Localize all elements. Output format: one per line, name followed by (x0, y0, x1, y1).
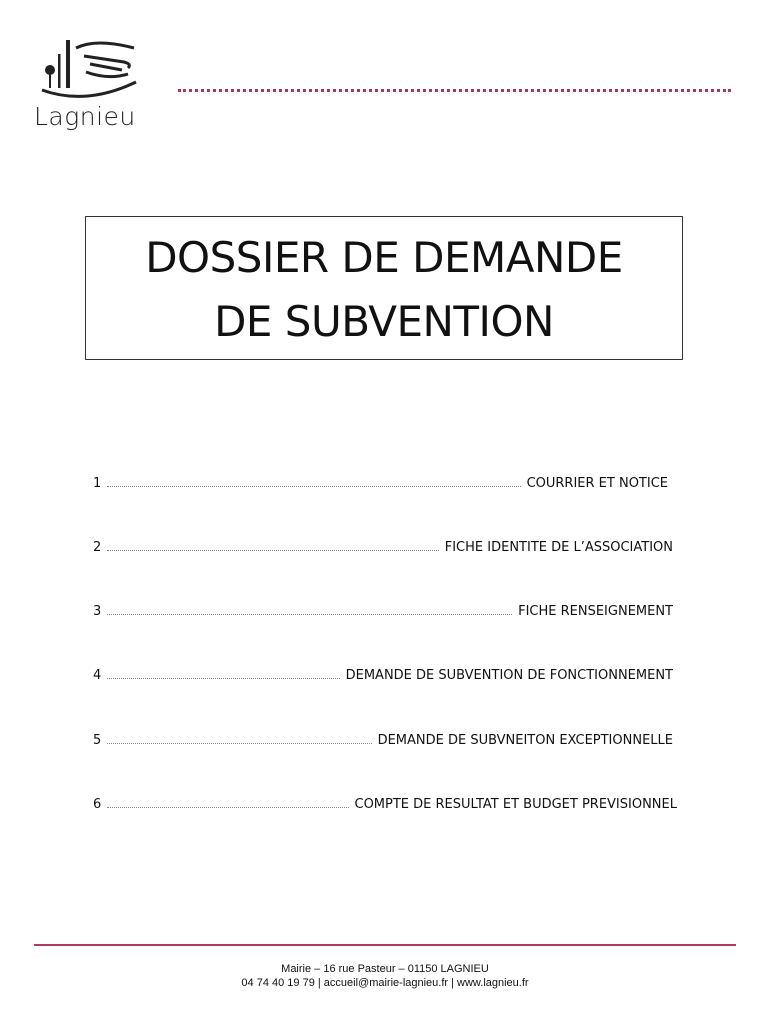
title-box (85, 216, 683, 360)
toc-number: 4 (93, 668, 102, 683)
toc-item-4 (93, 668, 673, 692)
footer (0, 962, 770, 990)
title-line-1: DOSSIER DE DEMANDE (145, 233, 623, 282)
lagnieu-logo (30, 34, 140, 134)
toc-leader (107, 540, 439, 551)
toc-number: 6 (93, 797, 102, 812)
town-emblem-icon (36, 34, 146, 106)
toc-item-6 (93, 797, 677, 821)
footer-address: Mairie – 16 rue Pasteur – 01150 LAGNIEU (281, 963, 489, 975)
toc-leader (107, 797, 349, 808)
toc-leader (107, 668, 340, 679)
toc-label: FICHE IDENTITE DE L’ASSOCIATION (444, 540, 673, 555)
toc-item-5 (93, 733, 673, 757)
footer-divider (34, 944, 736, 946)
footer-contact: 04 74 40 19 79 | accueil@mairie-lagnieu.fr | www.lagnieu.fr (241, 977, 529, 989)
toc-number: 3 (93, 604, 102, 619)
toc-leader (107, 733, 372, 744)
toc-number: 2 (93, 540, 102, 555)
toc-number: 1 (93, 476, 102, 491)
toc-label: COMPTE DE RESULTAT ET BUDGET PREVISIONNEL (354, 797, 677, 812)
title-line-2: DE SUBVENTION (214, 297, 554, 346)
toc-item-3 (93, 604, 673, 628)
toc-leader (107, 476, 521, 487)
toc-label: DEMANDE DE SUBVENTION DE FONCTIONNEMENT (345, 668, 673, 683)
toc-item-2 (93, 540, 673, 564)
toc-item-1 (93, 476, 668, 500)
toc-label: COURRIER ET NOTICE (526, 476, 668, 491)
header-divider (178, 89, 731, 92)
toc-label: FICHE RENSEIGNEMENT (518, 604, 673, 619)
logo-text: Lagnieu (34, 102, 136, 131)
toc-label: DEMANDE DE SUBVNEITON EXCEPTIONNELLE (377, 733, 673, 748)
toc-leader (107, 604, 512, 615)
toc-number: 5 (93, 733, 102, 748)
